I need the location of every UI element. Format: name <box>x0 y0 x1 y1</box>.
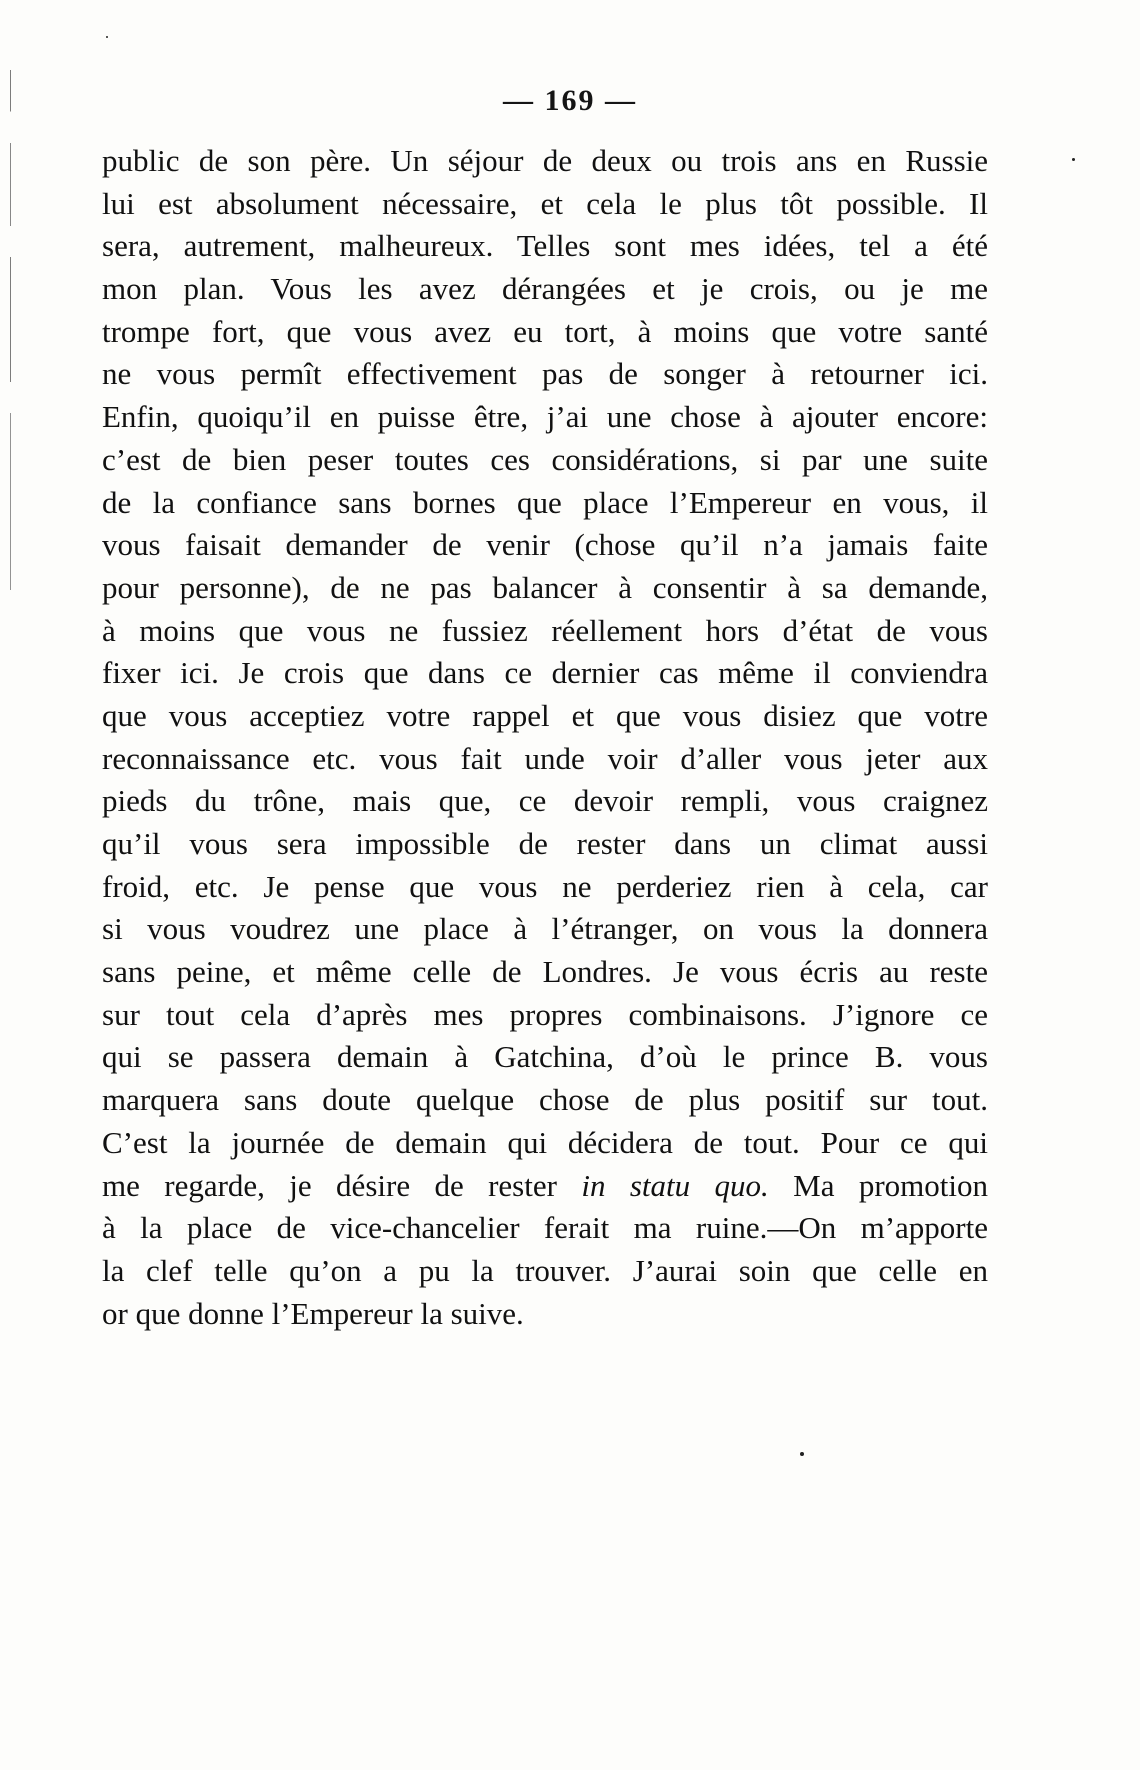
text-line: lui est absolument nécessaire, et cela le plus tôt possible. Il <box>102 185 988 221</box>
text-line: qui se passera demain à Gatchina, d’où le prince B. vous <box>102 1039 988 1075</box>
text-line: c’est de bien peser toutes ces considérations, si par une suite <box>102 441 988 477</box>
text-line: qu’il vous sera impossible de rester dans un climat aussi <box>102 826 988 861</box>
text-line: ne vous permît effectivement pas de songer à retourner ici. <box>102 356 988 392</box>
text-line: à moins que vous ne fussiez réellement hors d’état de vous <box>102 612 988 648</box>
text-line: trompe fort, que vous avez eu tort, à moins que votre santé <box>102 313 988 349</box>
text-line: pour personne), de ne pas balancer à consentir à sa demande, <box>102 569 988 605</box>
text-line: C’est la journée de demain qui décidera de tout. Pour ce qui <box>102 1124 988 1160</box>
text-line: fixer ici. Je crois que dans ce dernier cas même il conviendra <box>102 655 988 691</box>
text-segment: me regarde, je désire de rester <box>102 1167 582 1203</box>
text-line-last: or que donne l’Empereur la suive. <box>102 1295 524 1331</box>
text-line: sans peine, et même celle de Londres. Je vous écris au reste <box>102 954 988 990</box>
ink-speck <box>1072 158 1075 161</box>
ink-speck <box>106 36 108 38</box>
text-line: Enfin, quoiqu’il en puisse être, j’ai une chose à ajouter encore: <box>102 399 988 435</box>
ink-speck <box>800 1452 804 1456</box>
text-line: vous faisait demander de venir (chose qu’il n’a jamais faite <box>102 527 988 563</box>
text-line-with-italic <box>102 1165 988 1208</box>
text-line: la clef telle qu’on a pu la trouver. J’aurai soin que celle en <box>102 1252 988 1288</box>
text-line: pieds du trône, mais que, ce devoir rempli, vous craignez <box>102 783 988 819</box>
text-segment: Ma promotion <box>768 1167 988 1203</box>
body-text <box>102 140 988 1335</box>
italic-phrase: in statu quo. <box>581 1167 769 1203</box>
text-line: sera, autrement, malheureux. Telles sont mes idées, tel a été <box>102 228 988 264</box>
text-line: sur tout cela d’après mes propres combinaisons. J’ignore ce <box>102 996 988 1032</box>
text-line: de la confiance sans bornes que place l’Empereur en vous, il <box>102 484 988 520</box>
page-edge-shadow <box>10 70 11 590</box>
text-line: froid, etc. Je pense que vous ne perderiez rien à cela, car <box>102 868 988 904</box>
page-number: — 169 — <box>503 84 637 117</box>
text-line: marquera sans doute quelque chose de plus positif sur tout. <box>102 1082 988 1118</box>
text-line: que vous acceptiez votre rappel et que vous disiez que votre <box>102 697 988 733</box>
text-line: reconnaissance etc. vous fait unde voir d’aller vous jeter aux <box>102 740 988 776</box>
text-line: public de son père. Un séjour de deux ou trois ans en Russie <box>102 143 988 178</box>
text-line: mon plan. Vous les avez dérangées et je crois, ou je me <box>102 271 988 307</box>
text-line: si vous voudrez une place à l’étranger, on vous la donnera <box>102 911 988 947</box>
text-line: à la place de vice-chancelier ferait ma ruine.—On m’apporte <box>102 1210 988 1246</box>
